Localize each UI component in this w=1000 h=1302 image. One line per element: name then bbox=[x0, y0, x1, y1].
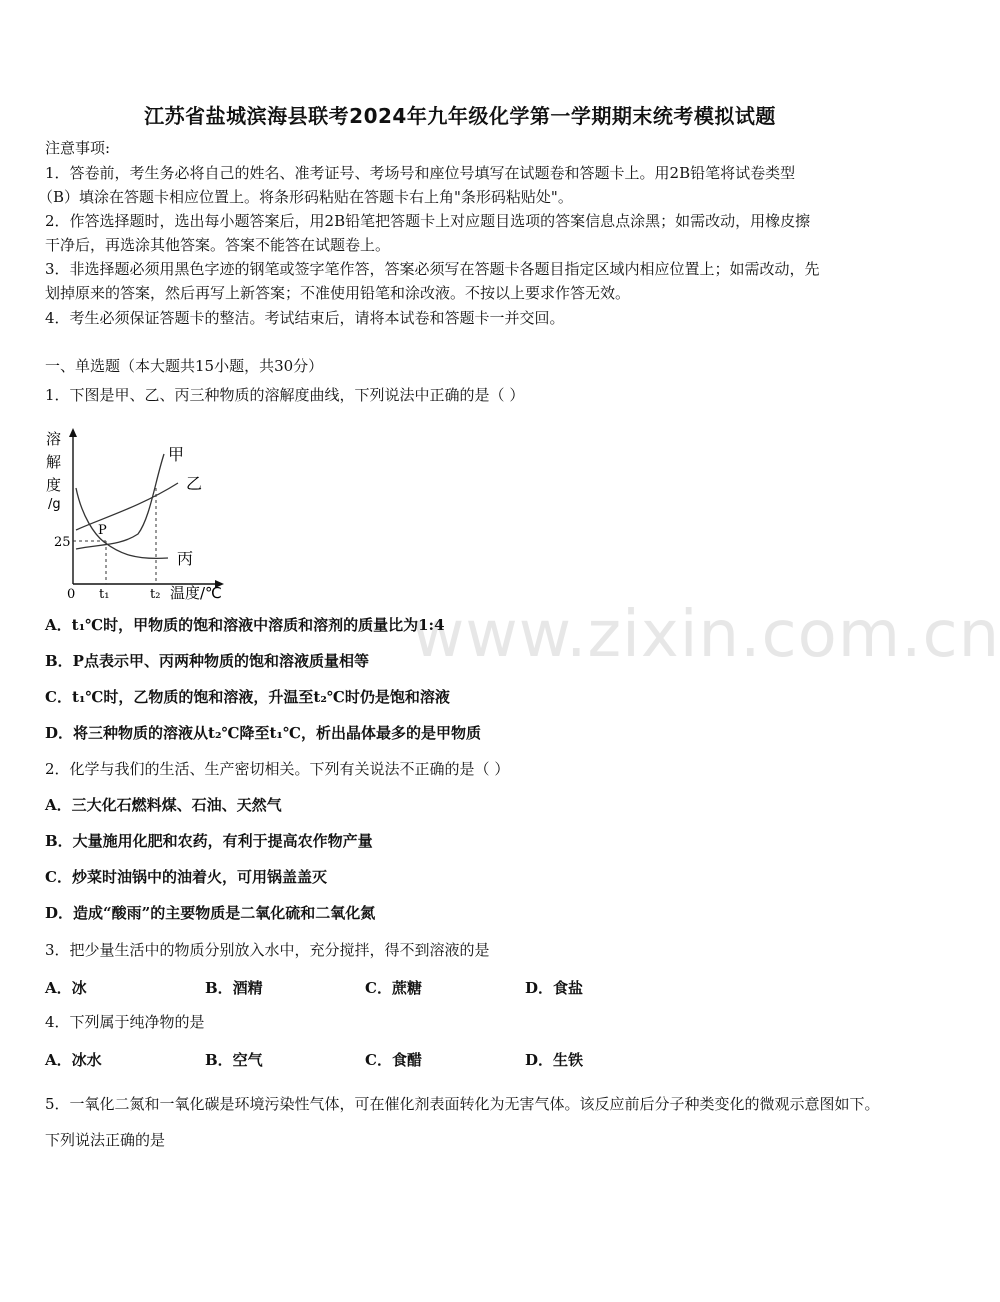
y-tick-25: 25 bbox=[54, 535, 71, 550]
notice-line: （B）填涂在答题卡相应位置上。将条形码粘贴在答题卡右上角"条形码粘贴处"。 bbox=[38, 188, 573, 206]
q3-option-d: D．食盐 bbox=[525, 979, 584, 997]
q1-option-c: C．t₁℃时，乙物质的饱和溶液，升温至t₂℃时仍是饱和溶液 bbox=[45, 688, 450, 706]
ylabel-char-3: 度 bbox=[46, 476, 62, 494]
q1-option-d: D．将三种物质的溶液从t₂℃降至t₁℃，析出晶体最多的是甲物质 bbox=[45, 724, 481, 742]
notice-line: 划掉原来的答案，然后再写上新答案；不准使用铅笔和涂改液。不按以上要求作答无效。 bbox=[45, 284, 631, 302]
series-jia-line bbox=[76, 454, 164, 549]
q1-option-a: A．t₁℃时，甲物质的饱和溶液中溶质和溶剂的质量比为1:4 bbox=[45, 616, 445, 634]
notice-line: 2．作答选择题时，选出每小题答案后，用2B铅笔把答题卡上对应题目选项的答案信息点涂黑；如需改动，用橡皮擦 bbox=[45, 212, 811, 230]
series-bing-line bbox=[76, 488, 168, 558]
point-p-label: P bbox=[98, 523, 107, 538]
question-1-stem: 1．下图是甲、乙、丙三种物质的溶解度曲线，下列说法中正确的是（ ） bbox=[45, 386, 525, 404]
xlabel: 温度/℃ bbox=[170, 584, 222, 602]
x-tick-0: 0 bbox=[67, 587, 76, 602]
notice-line: 1．答卷前，考生务必将自己的姓名、准考证号、考场号和座位号填写在试题卷和答题卡上。用2B铅笔将试卷类型 bbox=[45, 164, 796, 182]
q3-option-a: A．冰 bbox=[45, 979, 87, 997]
q2-option-c: C．炒菜时油锅中的油着火，可用锅盖盖灭 bbox=[45, 868, 327, 886]
series-jia-label: 甲 bbox=[168, 445, 185, 464]
q3-option-c: C．蔗糖 bbox=[365, 979, 422, 997]
ylabel-char-2: 解 bbox=[46, 453, 62, 471]
notice-line: 3．非选择题必须用黑色字迹的钢笔或签字笔作答，答案必须写在答题卡各题目指定区域内相应位置上；如需改动，先 bbox=[45, 260, 820, 278]
y-axis-arrow bbox=[69, 428, 77, 437]
page-title: 江苏省盐城滨海县联考2024年九年级化学第一学期期末统考模拟试题 bbox=[144, 104, 776, 128]
notice-heading: 注意事项: bbox=[45, 139, 111, 157]
q4-option-b: B．空气 bbox=[205, 1051, 263, 1069]
ylabel-unit: /g bbox=[48, 497, 61, 512]
series-yi-line bbox=[76, 483, 178, 530]
solubility-chart bbox=[40, 422, 240, 602]
q4-option-d: D．生铁 bbox=[525, 1051, 584, 1069]
series-bing-label: 丙 bbox=[177, 549, 194, 568]
question-4-stem: 4．下列属于纯净物的是 bbox=[45, 1013, 205, 1031]
q2-option-a: A．三大化石燃料煤、石油、天然气 bbox=[45, 796, 282, 814]
question-3-stem: 3．把少量生活中的物质分别放入水中，充分搅拌，得不到溶液的是 bbox=[45, 941, 490, 959]
q3-option-b: B．酒精 bbox=[205, 979, 263, 997]
q4-option-a: A．冰水 bbox=[45, 1051, 102, 1069]
q2-option-d: D．造成“酸雨”的主要物质是二氧化硫和二氧化氮 bbox=[45, 904, 376, 922]
x-tick-t1: t₁ bbox=[99, 587, 110, 602]
q2-option-b: B．大量施用化肥和农药，有利于提高农作物产量 bbox=[45, 832, 373, 850]
series-yi-label: 乙 bbox=[186, 474, 203, 493]
notice-line: 干净后，再选涂其他答案。答案不能答在试题卷上。 bbox=[45, 236, 391, 254]
question-2-stem: 2．化学与我们的生活、生产密切相关。下列有关说法不正确的是（ ） bbox=[45, 760, 510, 778]
q1-option-b: B．P点表示甲、丙两种物质的饱和溶液质量相等 bbox=[45, 652, 369, 670]
notice-line: 4．考生必须保证答题卡的整洁。考试结束后，请将本试卷和答题卡一并交回。 bbox=[45, 309, 565, 327]
watermark: www.zixin.com.cn bbox=[412, 598, 1000, 672]
question-5-stem: 5．一氧化二氮和一氧化碳是环境污染性气体，可在催化剂表面转化为无害气体。该反应前后分子种类变化的微观示意图如下。下列说法正确的是 bbox=[45, 1095, 880, 1149]
ylabel-char-1: 溶 bbox=[46, 430, 62, 448]
x-tick-t2: t₂ bbox=[150, 587, 161, 602]
section-heading: 一、单选题（本大题共15小题，共30分） bbox=[45, 357, 324, 375]
q4-option-c: C．食醋 bbox=[365, 1051, 422, 1069]
